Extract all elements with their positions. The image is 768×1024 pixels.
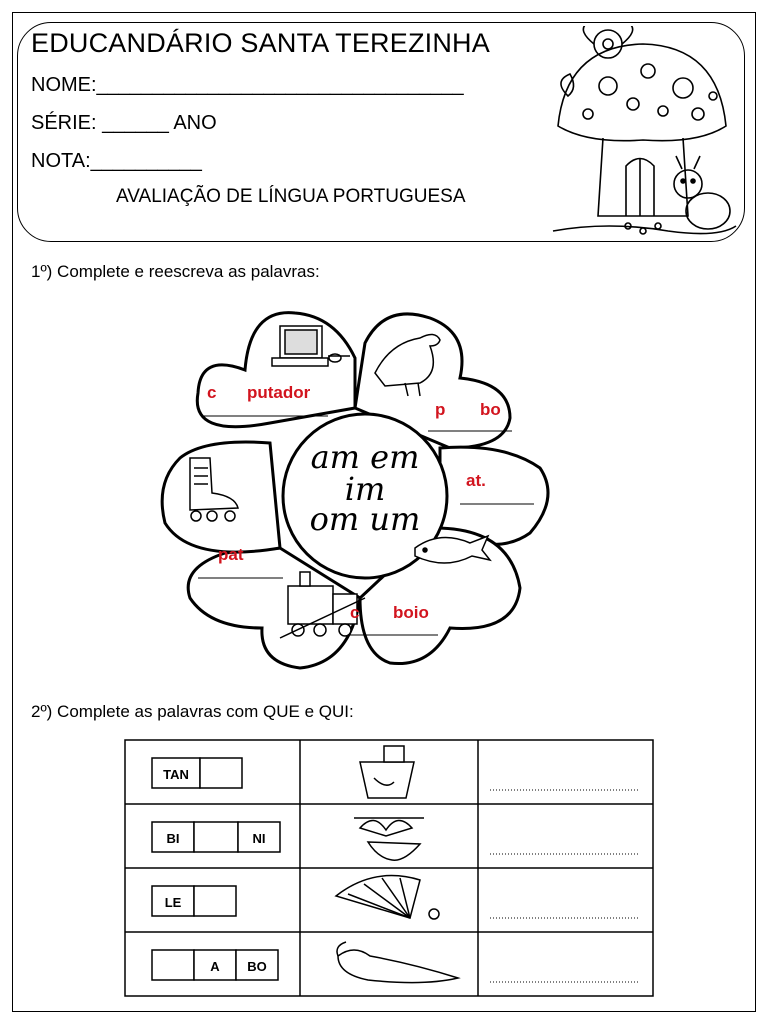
center-line-2: im	[344, 470, 386, 508]
chili-pepper-icon	[337, 942, 458, 983]
syllable-ni: NI	[252, 831, 266, 846]
mushroom-house-illustration	[548, 26, 738, 242]
grade-field[interactable]: SÉRIE: ______ ANO	[31, 112, 217, 134]
syllable-tan: TAN	[163, 767, 189, 782]
letter-box[interactable]	[152, 950, 194, 980]
syllable-a: A	[210, 959, 220, 974]
petal-top-left	[197, 313, 355, 427]
score-field[interactable]: NOTA:__________	[31, 150, 202, 172]
petal-label-p: p	[435, 400, 446, 419]
petal-label-putador: putador	[247, 383, 311, 402]
question-2-prompt: 2º) Complete as palavras com QUE e QUI:	[31, 702, 354, 721]
petal-label-at: at.	[466, 471, 486, 490]
table-row	[152, 818, 640, 860]
letter-box[interactable]	[194, 822, 238, 852]
table-row	[152, 746, 640, 798]
petal-label-c: c	[207, 383, 217, 402]
flower-activity	[150, 298, 560, 683]
center-line-1: am em	[310, 438, 420, 476]
syllable-le: LE	[164, 895, 182, 910]
school-name: EDUCANDÁRIO SANTA TEREZINHA	[31, 28, 490, 58]
syllable-bi: BI	[166, 831, 180, 846]
que-qui-table	[124, 738, 656, 998]
petal-label-pat: pat	[218, 545, 244, 564]
fan-icon	[336, 876, 439, 919]
letter-box[interactable]	[194, 886, 236, 916]
bikini-icon	[354, 818, 424, 860]
syllable-bo: BO	[247, 959, 267, 974]
petal-label-c2: c	[350, 603, 360, 622]
petal-label-bo: bo	[480, 400, 501, 419]
letter-box[interactable]	[200, 758, 242, 788]
petal-label-boio: boio	[393, 603, 429, 622]
table-row	[152, 942, 640, 983]
water-tank-icon	[360, 746, 414, 798]
table-row	[152, 876, 640, 919]
name-field[interactable]: NOME:_________________________________	[31, 74, 464, 96]
center-line-3: om um	[309, 500, 421, 538]
question-1-prompt: 1º) Complete e reescreva as palavras:	[31, 262, 320, 281]
exam-subject: AVALIAÇÃO DE LÍNGUA PORTUGUESA	[116, 186, 466, 207]
